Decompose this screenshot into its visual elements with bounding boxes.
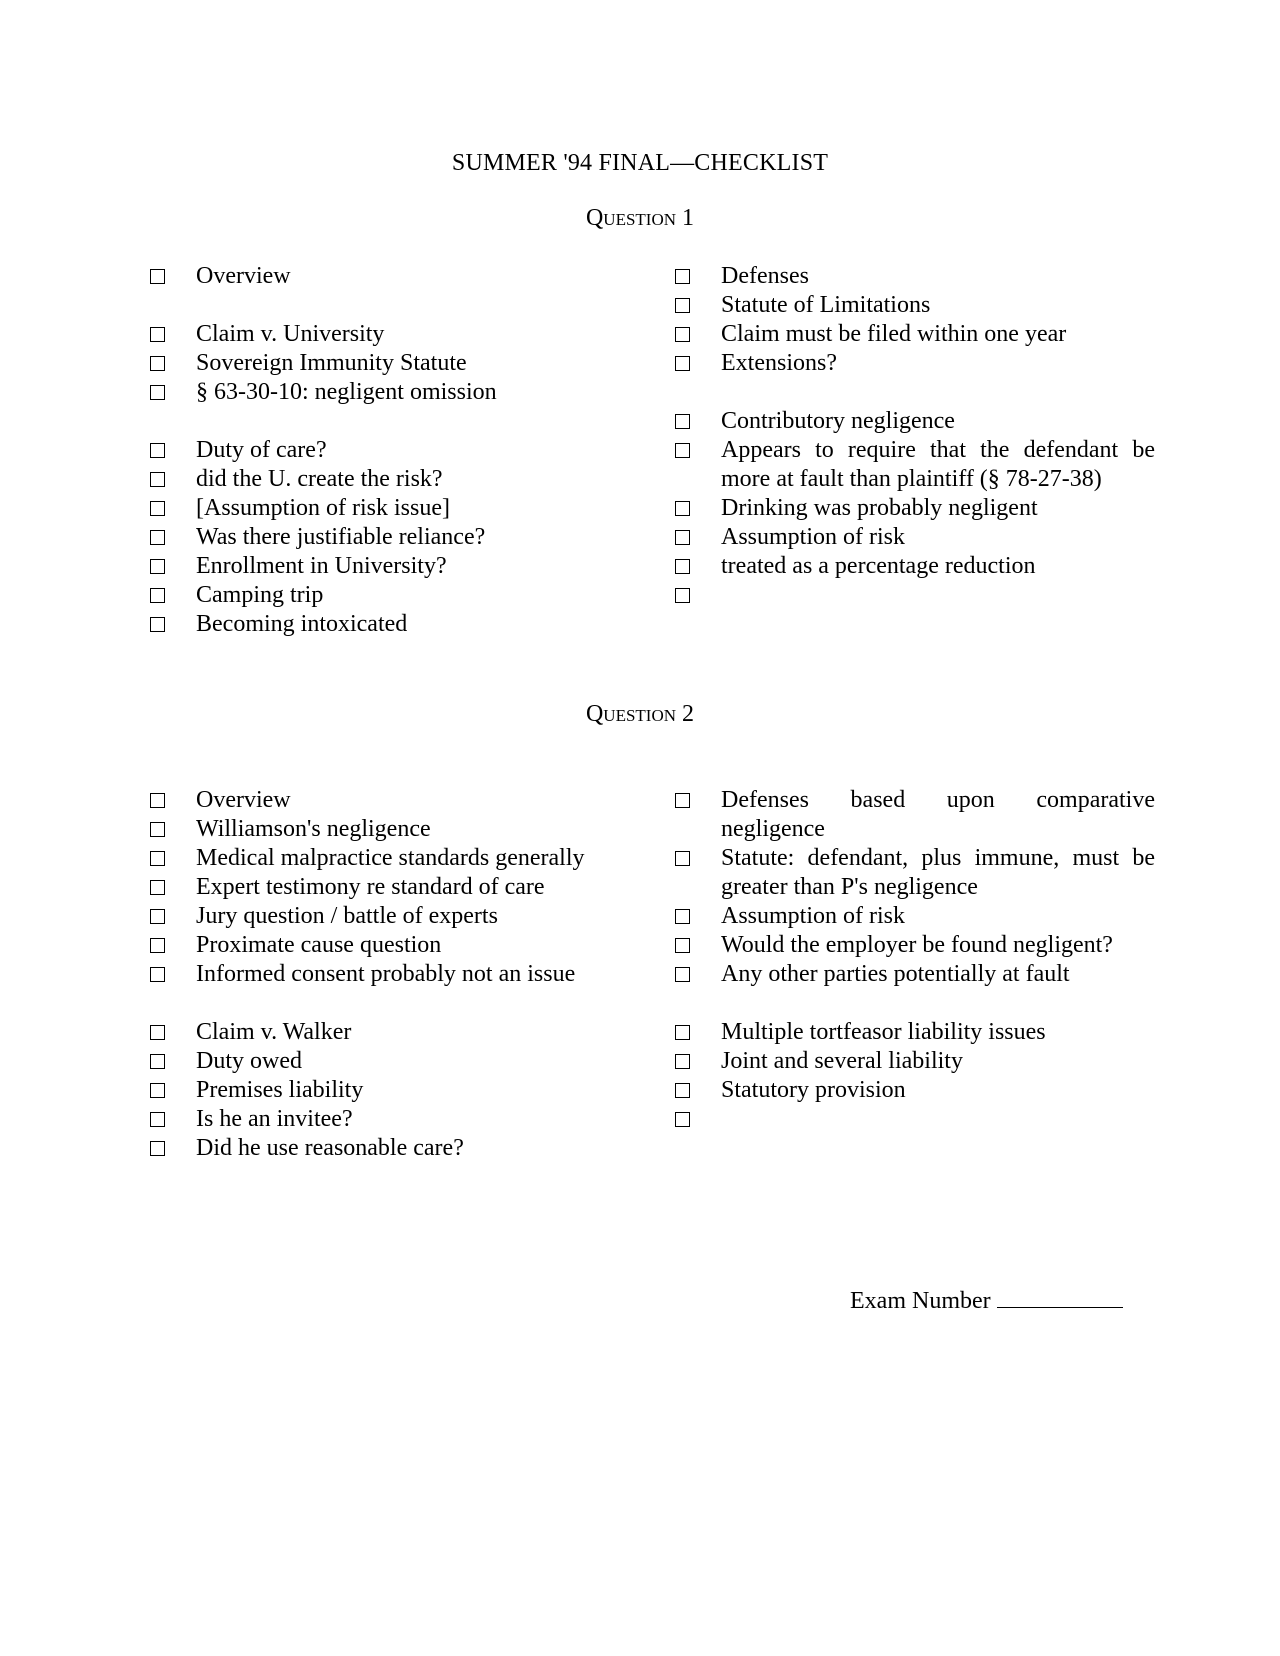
checklist-item-label: Jury question / battle of experts: [196, 903, 498, 929]
checklist-item-label: Is he an invitee?: [196, 1106, 353, 1132]
checkbox[interactable]: [675, 327, 690, 342]
exam-number-label: Exam Number: [850, 1288, 991, 1314]
checklist-item-label: Overview: [196, 787, 291, 813]
checklist-item: [675, 1047, 1155, 1076]
checklist-item-label: Medical malpractice standards generally: [196, 845, 585, 871]
question-1-left-column: [150, 262, 630, 639]
checkbox[interactable]: [150, 851, 165, 866]
checkbox[interactable]: [150, 530, 165, 545]
checklist-item: [150, 436, 630, 465]
checkbox[interactable]: [150, 1112, 165, 1127]
checkbox[interactable]: [150, 588, 165, 603]
checklist-item: [150, 1018, 630, 1047]
checkbox[interactable]: [675, 559, 690, 574]
checkbox[interactable]: [150, 269, 165, 284]
checklist-item: [150, 552, 630, 581]
checkbox[interactable]: [150, 822, 165, 837]
checklist-item: [675, 931, 1155, 960]
checklist-item: [675, 349, 1155, 378]
checklist-item-label: Was there justifiable reliance?: [196, 524, 486, 550]
checklist-item: [150, 844, 630, 873]
checklist-item: [150, 931, 630, 960]
exam-number-field: [850, 1288, 1123, 1315]
checklist-item: [675, 552, 1155, 581]
checkbox[interactable]: [150, 501, 165, 516]
checklist-item-label: treated as a percentage reduction: [721, 553, 1036, 579]
checklist-item-label: Any other parties potentially at fault: [721, 961, 1070, 987]
page-title: SUMMER '94 FINAL—CHECKLIST: [451, 150, 829, 176]
checkbox[interactable]: [675, 967, 690, 982]
checklist-item-label: Did he use reasonable care?: [196, 1135, 464, 1161]
checkbox[interactable]: [150, 880, 165, 895]
checklist-item-label: Assumption of risk: [721, 903, 906, 929]
checklist-item-label: Appears to require that the defendant be more at fault than plaintiff (§ 78-27-38): [721, 437, 1155, 492]
checklist-item: [150, 960, 630, 989]
checklist-item: [150, 1076, 630, 1105]
checkbox[interactable]: [150, 1054, 165, 1069]
checkbox[interactable]: [675, 1112, 690, 1127]
checkbox[interactable]: [675, 909, 690, 924]
checkbox[interactable]: [150, 443, 165, 458]
checklist-item-label: Sovereign Immunity Statute: [196, 350, 467, 376]
checkbox[interactable]: [675, 269, 690, 284]
checklist-item: [675, 786, 1155, 844]
checklist-item: [150, 262, 630, 291]
checklist-item: [675, 1076, 1155, 1105]
checklist-item-label: Informed consent probably not an issue: [196, 961, 576, 987]
checklist-item: [675, 262, 1155, 291]
checkbox[interactable]: [150, 793, 165, 808]
checklist-item: [150, 873, 630, 902]
checklist-item: [675, 291, 1155, 320]
checklist-item-label: Defenses: [721, 263, 809, 289]
checklist-item-label: Camping trip: [196, 582, 324, 608]
checklist-item: [675, 436, 1155, 494]
checklist-item: [150, 523, 630, 552]
checklist-item-label: did the U. create the risk?: [196, 466, 443, 492]
checklist-item: [150, 494, 630, 523]
checklist-item: [150, 815, 630, 844]
checklist-item-label: [Assumption of risk issue]: [196, 495, 450, 521]
checklist-item: [150, 465, 630, 494]
question-1-right-column: [675, 262, 1155, 581]
checklist-item: [675, 407, 1155, 436]
checklist-item: [150, 378, 630, 407]
checkbox[interactable]: [675, 530, 690, 545]
checkbox[interactable]: [675, 588, 690, 603]
checklist-item: [675, 320, 1155, 349]
checklist-item-label: Expert testimony re standard of care: [196, 874, 545, 900]
checklist-item: [150, 902, 630, 931]
checkbox[interactable]: [150, 1025, 165, 1040]
checkbox[interactable]: [150, 909, 165, 924]
checklist-item-label: Williamson's negligence: [196, 816, 431, 842]
checkbox[interactable]: [675, 793, 690, 808]
checklist-item-label: Contributory negligence: [721, 408, 955, 434]
checklist-item-label: Proximate cause question: [196, 932, 442, 958]
checkbox[interactable]: [150, 559, 165, 574]
checkbox[interactable]: [675, 851, 690, 866]
checklist-item-label: Statute: defendant, plus immune, must be greater than P's negligence: [721, 845, 1155, 900]
checklist-item: [675, 494, 1155, 523]
checklist-item: [150, 320, 630, 349]
checkbox[interactable]: [150, 385, 165, 400]
checklist-item: [675, 902, 1155, 931]
checklist-item-label: Duty owed: [196, 1048, 302, 1074]
checkbox[interactable]: [675, 443, 690, 458]
checklist-item-label: Joint and several liability: [721, 1048, 963, 1074]
checklist-item-label: Would the employer be found negligent?: [721, 932, 1113, 958]
checklist-item-label: Overview: [196, 263, 291, 289]
checkbox[interactable]: [675, 356, 690, 371]
checkbox[interactable]: [675, 938, 690, 953]
checklist-item: [675, 844, 1155, 902]
checklist-item-label: Multiple tortfeasor liability issues: [721, 1019, 1046, 1045]
checklist-item-label: Claim v. University: [196, 321, 385, 347]
checklist-item-label: Enrollment in University?: [196, 553, 447, 579]
checklist-item-label: Defenses based upon comparative negligence: [721, 787, 1155, 842]
checklist-item-label: Statutory provision: [721, 1077, 906, 1103]
checklist-item: [150, 1105, 630, 1134]
checklist-item-label: Premises liability: [196, 1077, 364, 1103]
checklist-item-label: Drinking was probably negligent: [721, 495, 1038, 521]
checklist-item-label: Claim must be filed within one year: [721, 321, 1067, 347]
checkbox[interactable]: [150, 472, 165, 487]
checkbox[interactable]: [150, 356, 165, 371]
checklist-item-label: § 63-30-10: negligent omission: [196, 379, 497, 405]
checkbox[interactable]: [150, 1083, 165, 1098]
checkbox[interactable]: [675, 1083, 690, 1098]
checklist-item: [150, 1047, 630, 1076]
checklist-item-label: Claim v. Walker: [196, 1019, 352, 1045]
checklist-item-label: Extensions?: [721, 350, 837, 376]
checklist-item: [150, 786, 630, 815]
checklist-item: [150, 1134, 630, 1163]
checklist-item-label: Becoming intoxicated: [196, 611, 408, 637]
checklist-item: [675, 960, 1155, 989]
question-2-left-column: [150, 786, 630, 1163]
question-1-heading: Question 1: [585, 205, 695, 231]
checkbox[interactable]: [675, 414, 690, 429]
checkbox[interactable]: [150, 938, 165, 953]
checkbox[interactable]: [150, 967, 165, 982]
checkbox[interactable]: [675, 298, 690, 313]
checklist-item: [150, 349, 630, 378]
question-2-right-column: [675, 786, 1155, 1105]
checklist-item: [675, 1018, 1155, 1047]
checkbox[interactable]: [675, 1054, 690, 1069]
exam-number-blank[interactable]: [997, 1289, 1123, 1308]
checklist-item: [675, 523, 1155, 552]
checklist-item: [150, 610, 630, 639]
checklist-item-label: Duty of care?: [196, 437, 327, 463]
checkbox[interactable]: [675, 501, 690, 516]
checklist-item-label: Assumption of risk: [721, 524, 906, 550]
checkbox[interactable]: [150, 617, 165, 632]
checklist-item-label: Statute of Limitations: [721, 292, 931, 318]
checklist-item: [150, 581, 630, 610]
checkbox[interactable]: [150, 327, 165, 342]
checkbox[interactable]: [150, 1141, 165, 1156]
question-2-heading: Question 2: [585, 701, 695, 727]
checkbox[interactable]: [675, 1025, 690, 1040]
